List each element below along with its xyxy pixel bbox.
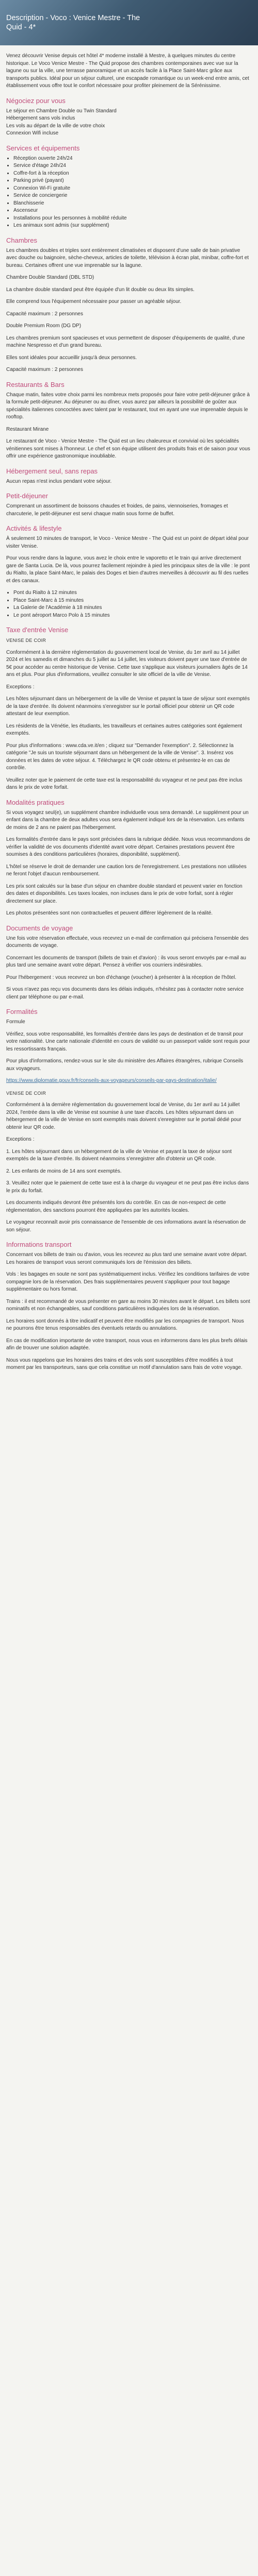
list-item: • Service d'étage 24h/24	[13, 162, 251, 170]
paragraph: Trains : il est recommandé de vous présenter en gare au moins 30 minutes avant le départ. Les billets sont nominatifs et non échangeables, sauf conditions particulières indiquées lors de la réservation.	[6, 1298, 250, 1312]
list-item: • Pont du Rialto à 12 minutes	[13, 589, 251, 597]
list-item: • Blanchisserie	[13, 200, 251, 208]
list-item: • La Galerie de l'Académie à 18 minutes	[13, 604, 251, 612]
payer-line: Les vols au départ de la ville de votre choix	[6, 123, 105, 129]
paragraph: Vols : les bagages en soute ne sont pas systématiquement inclus. Vérifiez les conditions tarifaires de votre compagnie lors de la réservation. Des frais supplémentaires peuvent s'appliquer pour tout bagage supplémentaire ou hors format.	[6, 1272, 250, 1292]
external-link[interactable]: https://www.diplomatie.gouv.fr/fr/conseils-aux-voyageurs/conseils-par-pays-destination/italie/	[6, 1078, 217, 1083]
list-item: • Le pont aéroport Marco Polo à 15 minutes	[13, 612, 251, 620]
section-title-restaurants: Restaurants & Bars	[6, 380, 64, 388]
list-item: • Les animaux sont admis (sur supplément)	[13, 222, 251, 230]
list-item: • Ascenseur	[13, 207, 251, 215]
paragraph: Veuillez noter que le paiement de cette taxe est la responsabilité du voyageur et ne peut pas être inclus dans le prix de votre forfait.	[6, 777, 243, 790]
main-content	[0, 45, 258, 1387]
paragraph: Pour l'hébergement : vous recevrez un bon d'échange (voucher) à présenter à la réception de l'hôtel.	[6, 974, 236, 980]
paragraph: Concernant les documents de transport (billets de train et d'avion) : ils vous seront envoyés par e-mail au plus tard une semaine avant votre départ. Pensez à vérifier vos courriers indésirables.	[6, 955, 246, 968]
list-item: • Connexion Wi-Fi gratuite	[13, 185, 251, 193]
services-list	[6, 155, 251, 230]
list-item: • Réception ouverte 24h/24	[13, 155, 251, 163]
paragraph: La chambre double standard peut être équipée d'un lit double ou deux lits simples.	[6, 286, 195, 293]
section-title-services: Services et équipements	[6, 144, 80, 152]
activites-list	[6, 589, 251, 619]
paragraph: Les horaires sont donnés à titre indicatif et peuvent être modifiés par les compagnies de transport. Nous ne pourrons être tenus responsables des éventuels retards ou annulations.	[6, 1318, 244, 1331]
payer-line: Connexion Wifi incluse	[6, 130, 59, 136]
paragraph: 1. Les hôtes séjournant dans un hébergement de la ville de Venise et payant la taxe de séjour sont exemptés de la taxe d'entrée. Ils doivent néanmoins s'enregistrer afin d'obtenir un QR code.	[6, 1148, 232, 1162]
section-title-chambres: Chambres	[6, 236, 37, 244]
paragraph: Les chambres doubles et triples sont entièrement climatisées et disposent d'une salle de bain privative avec douche ou baignoire, sèche-cheveux, articles de toilette, télévision à écran plat, minibar, coffre-fort et bureau. Certaines offrent une vue imprenable sur la lagune.	[6, 247, 249, 268]
paragraph: Elles sont idéales pour accueillir jusqu'à deux personnes.	[6, 354, 137, 361]
section-title-taxe: Taxe d'entrée Venise	[6, 626, 69, 634]
paragraph: Vérifiez, sous votre responsabilité, les formalités d'entrée dans les pays de destination et de transit pour votre nationalité. Une carte nationale d'identité en cours de validité ou un passeport valide sont requis pour les ressortissants français.	[6, 1031, 250, 1052]
paragraph: Restaurant Mirane	[6, 426, 49, 432]
paragraph: Comprenant un assortiment de boissons chaudes et froides, de pains, viennoiseries, fromages et charcuterie, le petit-déjeuner est servi chaque matin sous forme de buffet.	[6, 503, 228, 517]
paragraph: Les résidents de la Vénétie, les étudiants, les travailleurs et certaines autres catégories sont également exemptés.	[6, 723, 242, 736]
section-title-activites: Activités & lifestyle	[6, 524, 62, 532]
payer-line: Hébergement sans vols inclus	[6, 115, 75, 121]
paragraph: En cas de modification importante de votre transport, nous vous en informerons dans les plus brefs délais afin de trouver une solution adaptée.	[6, 1337, 248, 1351]
intro-text: Venez découvrir Venise depuis cet hôtel 4* moderne installé à Mestre, à quelques minutes du centre historique. Le Voco Venice Mestre - The Quid propose des chambres contemporaines avec vue sur la lagune ou sur la ville, une terrasse panoramique et un accès facile à la Place Saint-Marc grâce aux transports publics. Idéal pour un séjour culturel, une escapade romantique ou un week-end entre amis, cet établissement vous offre tout le confort nécessaire pour profiter pleinement de la Sérénissime.	[6, 53, 249, 89]
paragraph: Pour plus d'informations : www.cda.ve.it/en ; cliquez sur "Demander l'exemption". 2. Sélectionnez la catégorie "Je suis un touriste séjournant dans un hébergement de la ville de Venise". 3. Insérez vos données et les dates de votre séjour. 4. Téléchargez le QR code obtenu et présentez-le en cas de contrôle.	[6, 742, 234, 771]
paragraph: Aucun repas n'est inclus pendant votre séjour.	[6, 478, 112, 484]
paragraph: Exceptions :	[6, 684, 35, 690]
section-title-modalites: Modalités pratiques	[6, 798, 64, 806]
paragraph: Chaque matin, faites votre choix parmi les nombreux mets proposés pour faire votre petit-déjeuner grâce à la formule petit-déjeuner. Au déjeuner ou au dîner, vous aurez par ailleurs la possibilité de goûter aux spécialités italiennes concoctées avec talent par le restaurant, tout en ayant une vue imprenable depuis le rooftop.	[6, 392, 250, 420]
paragraph: Les formalités d'entrée dans le pays sont précisées dans la rubrique dédiée. Nous vous recommandons de vérifier la validité de vos documents d'identité avant votre départ. Certaines prestations peuvent être soumises à des conditions particulières (horaires, disponibilité, supplément).	[6, 837, 250, 857]
paragraph: Le restaurant de Voco - Venice Mestre - The Quid est un lieu chaleureux et convivial où les spécialités vénitiennes sont mises à l'honneur. Le chef et son équipe utilisent des produits frais et de saison pour vous offrir une expérience gastronomique inoubliable.	[6, 438, 250, 459]
paragraph: À seulement 10 minutes de transport, le Voco - Venice Mestre - The Quid est un point de départ idéal pour visiter Venise.	[6, 536, 249, 549]
paragraph: Exceptions :	[6, 1137, 35, 1142]
page-title-line-2: Quid - 4*	[6, 23, 36, 31]
paragraph: Formule	[6, 1019, 25, 1025]
paragraph: Conformément à la dernière réglementation du gouvernement local de Venise, du 1er avril au 14 juillet 2024 et les samedis et dimanches du 5 juillet au 14 juillet, les visiteurs doivent payer une taxe d'entrée de 5€ pour accéder au centre historique de Venise. Cette taxe s'applique aux visiteurs journaliers âgés de 14 ans et plus. Pour plus d'informations, veuillez consulter le site officiel de la ville de Venise.	[6, 649, 248, 677]
page-title	[6, 13, 140, 32]
list-item: • Service de conciergerie	[13, 192, 251, 200]
section-title-hebergement: Hébergement seul, sans repas	[6, 467, 98, 475]
paragraph: Les hôtes séjournant dans un hébergement de la ville de Venise et payant la taxe de séjour sont exemptés de la taxe d'entrée. Ils doivent néanmoins s'enregistrer sur le portail officiel pour obtenir un QR code attestant de leur exemption.	[6, 696, 250, 717]
paragraph: Elle comprend tous l'équipement nécessaire pour passer un agréable séjour.	[6, 299, 182, 304]
taxe-subtitle: VENISE DE COIR	[6, 638, 46, 643]
section-title-payer: Négociez pour vous	[6, 96, 66, 105]
list-item: • Parking privé (payant)	[13, 177, 251, 185]
list-item: • Installations pour les personnes à mobilité réduite	[13, 215, 251, 223]
paragraph: Chambre Double Standard (DBL STD)	[6, 275, 94, 280]
paragraph: Pour vous rendre dans la lagune, vous avez le choix entre le vaporetto et le train qui arrive directement gare de Santa Lucia. De là, vous pourrez facilement rejoindre à pied les principaux sites de la ville : le pont du Rialto, la place Saint-Marc, le palais des Doges et bien d'autres merveilles à découvrir au fil des ruelles et des canaux.	[6, 555, 250, 584]
section-title-formalites: Formalités	[6, 1008, 38, 1015]
section-title-transport: Informations transport	[6, 1241, 72, 1248]
page-header	[0, 0, 258, 45]
paragraph: 2. Les enfants de moins de 14 ans sont exemptés.	[6, 1168, 122, 1174]
paragraph: Conformément à la dernière réglementation du gouvernement local de Venise, du 1er avril au 14 juillet 2024, l'entrée dans la ville de Venise est soumise à une taxe d'accès. Les hôtes séjournant dans un hébergement de la ville de Venise en sont exemptés mais doivent s'enregistrer sur le portail dédié pour obtenir leur QR code.	[6, 1102, 241, 1130]
paragraph: Pour plus d'informations, rendez-vous sur le site du ministère des Affaires étrangères, rubrique Conseils aux voyageurs.	[6, 1058, 244, 1072]
paragraph: VENISE DE COIR	[6, 1090, 46, 1096]
list-item: • Coffre-fort à la réception	[13, 170, 251, 178]
paragraph: Les prix sont calculés sur la base d'un séjour en chambre double standard et peuvent varier en fonction des dates et disponibilités. Les taxes locales, non incluses dans le prix de votre forfait, sont à régler directement sur place.	[6, 883, 243, 904]
paragraph: Les documents indiqués devront être présentés lors du contrôle. En cas de non-respect de cette réglementation, des sanctions pourront être appliquées par les autorités locales.	[6, 1200, 226, 1213]
page-title-line-1: Description - Voco : Venice Mestre - The	[6, 14, 140, 22]
paragraph: Double Premium Room (DG DP)	[6, 323, 82, 329]
section-title-documents: Documents de voyage	[6, 924, 73, 932]
paragraph: Concernant vos billets de train ou d'avion, vous les recevrez au plus tard une semaine avant votre départ. Les horaires de transport vous seront communiqués lors de l'émission des billets.	[6, 1252, 248, 1265]
paragraph: Le voyageur reconnaît avoir pris connaissance de l'ensemble de ces informations avant la réservation de son séjour.	[6, 1219, 246, 1233]
paragraph: 3. Veuillez noter que le paiement de cette taxe est à la charge du voyageur et ne peut pas être inclus dans le prix du forfait.	[6, 1180, 249, 1194]
paragraph: Si vous n'avez pas reçu vos documents dans les délais indiqués, n'hésitez pas à contacter notre service client par téléphone ou par e-mail.	[6, 987, 244, 1000]
paragraph: Nous vous rappelons que les horaires des trains et des vols sont susceptibles d'être modifiés à tout moment par les transporteurs, sans que cela constitue un motif d'annulation sans frais de votre voyage.	[6, 1357, 243, 1370]
list-item: • Place Saint-Marc à 15 minutes	[13, 597, 251, 605]
paragraph: Une fois votre réservation effectuée, vous recevrez un e-mail de confirmation qui précisera l'ensemble des documents de voyage.	[6, 935, 249, 948]
paragraph: L'hôtel se réserve le droit de demander une caution lors de l'enregistrement. Les prestations non utilisées ne feront l'objet d'aucun remboursement.	[6, 863, 247, 877]
section-title-petitdej: Petit-déjeuner	[6, 492, 48, 500]
paragraph: Capacité maximum : 2 personnes	[6, 311, 83, 317]
paragraph: Les photos présentées sont non contractuelles et peuvent différer légèrement de la réalité.	[6, 910, 213, 916]
paragraph: Les chambres premium sont spacieuses et vous permettent de disposer d'équipements de qualité, d'une machine Nespresso et d'un grand bureau.	[6, 335, 245, 348]
paragraph: Capacité maximum : 2 personnes	[6, 367, 83, 372]
payer-line: Le séjour en Chambre Double ou Twin Standard	[6, 108, 117, 114]
paragraph: Si vous voyagez seul(e), un supplément chambre individuelle vous sera demandé. Le supplément pour un enfant dans la chambre de deux adultes vous sera également indiqué lors de la réservation. Les enfants de moins de 2 ans ne paient pas l'hébergement.	[6, 809, 249, 831]
